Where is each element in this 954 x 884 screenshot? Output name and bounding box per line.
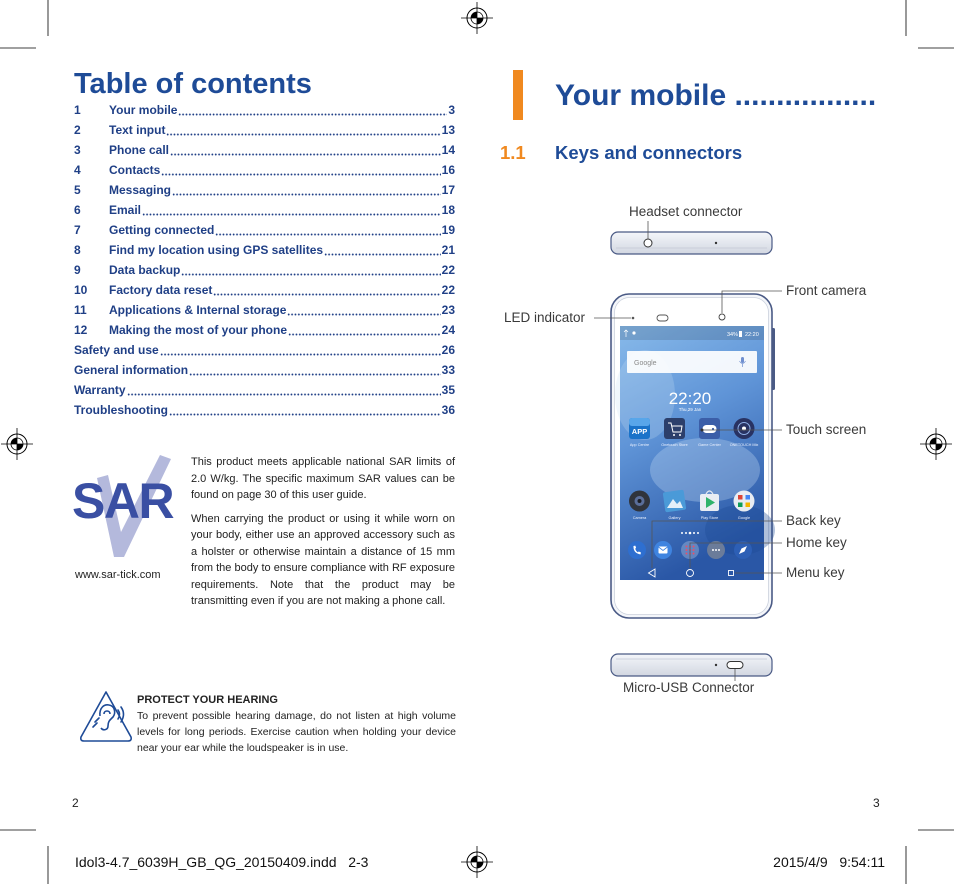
toc-entry-label: Factory data reset bbox=[109, 283, 213, 297]
app-icon-google-folder[interactable] bbox=[734, 491, 755, 512]
app-label: Play Store bbox=[700, 516, 719, 520]
mic-head bbox=[741, 357, 744, 363]
app-label: Camera bbox=[632, 516, 647, 520]
sar-paragraph: This product meets applicable national SAR limits of 2.0 W/kg. The specific maximum SAR values can be found on page 30 of this user guide. bbox=[191, 456, 455, 501]
toc-entry-number: 2 bbox=[74, 123, 81, 137]
phone-app-icon bbox=[628, 541, 646, 559]
gamepad-icon bbox=[703, 425, 717, 433]
toc-entry-number: 10 bbox=[74, 283, 88, 297]
grid-dot bbox=[693, 546, 695, 548]
app-centre-icon-top bbox=[629, 418, 650, 426]
toc-entry-label: Phone call bbox=[109, 143, 170, 157]
toc-entry[interactable] bbox=[74, 220, 455, 240]
dock-chat[interactable] bbox=[707, 541, 725, 559]
toc-entry-page: 21 bbox=[441, 243, 455, 257]
bottom-mic-hole bbox=[715, 664, 717, 666]
page-number-right: 3 bbox=[873, 796, 880, 810]
app-icon-app-centre[interactable] bbox=[629, 418, 650, 439]
callout-menu-key: Menu key bbox=[786, 565, 845, 580]
dock-messages[interactable] bbox=[654, 541, 672, 559]
chapter-title: Your mobile ................. bbox=[555, 79, 877, 112]
toc-entry-page: 22 bbox=[441, 263, 455, 277]
page-dot bbox=[693, 532, 695, 534]
toc-entry-page: 23 bbox=[441, 303, 455, 317]
toc-entry[interactable] bbox=[74, 180, 455, 200]
toc-entry-number: 9 bbox=[74, 263, 81, 277]
toc-entry-page: 24 bbox=[441, 323, 455, 337]
toc-entry-label: Find my location using GPS satellites bbox=[109, 243, 324, 257]
registration-mark-top bbox=[461, 2, 493, 34]
toc-dot-leader bbox=[142, 200, 441, 220]
toc-entry-number: 1 bbox=[74, 103, 81, 117]
toc-entry-label: Text input bbox=[109, 123, 166, 137]
section-title: Keys and connectors bbox=[555, 142, 743, 163]
app-icon-gallery[interactable] bbox=[663, 490, 687, 513]
slug-file-name: Idol3-4.7_6039H_GB_QG_20150409.indd 2-3 bbox=[75, 854, 369, 870]
chat-dot bbox=[715, 549, 717, 551]
callout-home-key: Home key bbox=[786, 535, 847, 550]
toc-entry-number: 3 bbox=[74, 143, 81, 157]
app-label: Gallery bbox=[668, 516, 681, 520]
toc-entry-number: 5 bbox=[74, 183, 81, 197]
section-number: 1.1 bbox=[500, 142, 526, 163]
page-dot bbox=[697, 532, 699, 534]
callout-back-key: Back key bbox=[786, 513, 841, 528]
toc-dot-leader bbox=[127, 380, 441, 400]
ear-warning-icon bbox=[81, 692, 131, 741]
toc-entry-page: 14 bbox=[441, 143, 455, 157]
grid-dot bbox=[693, 553, 695, 555]
toc-entry-page: 17 bbox=[441, 183, 455, 197]
hearing-text: To prevent possible hearing damage, do not listen at high volume levels for long periods. Exercise caution when holding your device near your ear while the loudspeaker is in use. bbox=[137, 710, 456, 754]
sar-notice bbox=[191, 454, 455, 617]
hearing-heading: PROTECT YOUR HEARING bbox=[137, 694, 278, 706]
toc-dot-leader bbox=[161, 160, 440, 180]
toc-dot-leader bbox=[160, 340, 441, 360]
phone-bottom-body bbox=[611, 654, 772, 676]
toc-entry[interactable] bbox=[74, 160, 455, 180]
toc-entry-page: 22 bbox=[441, 283, 455, 297]
toc-entry[interactable] bbox=[74, 360, 455, 380]
toc-entry-page: 3 bbox=[448, 103, 455, 117]
page-title: Table of contents bbox=[74, 68, 312, 100]
toc-dot-leader bbox=[172, 180, 441, 200]
sar-logo-text: SAR bbox=[72, 473, 174, 529]
toc-entry-label: Data backup bbox=[109, 263, 181, 277]
toc-dot-leader bbox=[169, 400, 441, 420]
toc-dot-leader bbox=[189, 360, 441, 380]
headset-jack bbox=[644, 239, 652, 247]
toc-entry-number: 7 bbox=[74, 223, 81, 237]
app-label: Google bbox=[737, 516, 751, 520]
toc-entry-label: Messaging bbox=[109, 183, 172, 197]
table-of-contents bbox=[74, 100, 455, 420]
toc-entry[interactable] bbox=[74, 400, 455, 420]
registration-mark-bottom bbox=[461, 846, 493, 878]
toc-entry-number: 8 bbox=[74, 243, 81, 257]
toc-entry-label: Your mobile bbox=[109, 103, 178, 117]
toc-entry-page: 18 bbox=[441, 203, 455, 217]
toc-entry-label: Troubleshooting bbox=[74, 403, 168, 417]
toc-entry-label: Warranty bbox=[74, 383, 126, 397]
toc-entry-page: 35 bbox=[441, 383, 455, 397]
toc-entry-label: General information bbox=[74, 363, 189, 377]
battery-icon bbox=[739, 331, 742, 337]
callout-touch-screen: Touch screen bbox=[786, 422, 867, 437]
app-label: App Centre bbox=[629, 443, 650, 447]
page-dot bbox=[689, 532, 692, 535]
callout-headset-connector: Headset connector bbox=[629, 204, 743, 219]
toc-entry[interactable] bbox=[74, 280, 455, 300]
location-status-icon bbox=[632, 331, 635, 334]
dock-browser[interactable] bbox=[734, 541, 752, 559]
registration-mark-right bbox=[920, 428, 952, 460]
toc-entry-label: Safety and use bbox=[74, 343, 159, 357]
toc-entry-label: Applications & Internal storage bbox=[109, 303, 287, 317]
micro-usb-port bbox=[727, 662, 743, 669]
status-time: 22:20 bbox=[745, 332, 759, 338]
toc-entry-page: 26 bbox=[441, 343, 455, 357]
app-icon-camera[interactable] bbox=[629, 491, 650, 512]
toc-entry-number: 11 bbox=[74, 303, 87, 317]
toc-dot-leader bbox=[324, 240, 441, 260]
toc-dot-leader bbox=[181, 260, 440, 280]
toc-dot-leader bbox=[288, 320, 441, 340]
cart-wheel bbox=[679, 434, 681, 436]
sar-logo bbox=[72, 455, 174, 557]
toc-entry-page: 33 bbox=[441, 363, 455, 377]
page-dot bbox=[685, 532, 687, 534]
toc-entry[interactable] bbox=[74, 100, 455, 120]
callout-micro-usb: Micro-USB Connector bbox=[623, 680, 755, 695]
phone-bottom-edge bbox=[611, 654, 772, 676]
toc-entry-page: 19 bbox=[441, 223, 455, 237]
registration-mark-left bbox=[1, 428, 33, 460]
grid-dot bbox=[686, 553, 688, 555]
cart-wheel bbox=[673, 434, 675, 436]
toc-entry[interactable] bbox=[74, 240, 455, 260]
led-light bbox=[632, 317, 635, 320]
folder-mini-icon bbox=[738, 503, 743, 508]
toc-dot-leader bbox=[166, 120, 440, 140]
sar-url-link[interactable]: www.sar-tick.com bbox=[75, 569, 161, 581]
app-icon-store[interactable] bbox=[664, 418, 685, 439]
app-icon-mix[interactable] bbox=[734, 418, 755, 439]
app-label: ONETOUCH Mix bbox=[729, 443, 759, 447]
toc-dot-leader bbox=[287, 300, 440, 320]
toc-entry-label: Getting connected bbox=[109, 223, 215, 237]
ear-shape bbox=[100, 705, 115, 730]
phone-top-body bbox=[611, 232, 772, 254]
toc-entry-page: 36 bbox=[441, 403, 455, 417]
toc-entry-number: 6 bbox=[74, 203, 81, 217]
toc-entry[interactable] bbox=[74, 380, 455, 400]
camera-icon-pupil bbox=[638, 499, 642, 503]
dock-phone[interactable] bbox=[628, 541, 646, 559]
toc-entry[interactable] bbox=[74, 140, 455, 160]
app-badge-text: APP bbox=[631, 427, 648, 436]
top-mic-hole bbox=[715, 242, 717, 244]
grid-dot bbox=[693, 549, 695, 551]
toc-dot-leader bbox=[213, 280, 440, 300]
toc-entry-page: 16 bbox=[441, 163, 455, 177]
sound-wave bbox=[93, 718, 99, 727]
clock-date: Thu,29 Jan bbox=[678, 407, 702, 412]
toc-entry-number: 12 bbox=[74, 323, 88, 337]
phone-top-edge bbox=[611, 232, 772, 254]
chat-dot bbox=[718, 549, 720, 551]
toc-dot-leader bbox=[170, 140, 441, 160]
callout-led-indicator: LED indicator bbox=[504, 310, 586, 325]
page-number-left: 2 bbox=[72, 796, 79, 810]
app-label: Game Center bbox=[698, 443, 721, 447]
toc-dot-leader bbox=[215, 220, 440, 240]
google-folder-icon-bg bbox=[734, 491, 755, 512]
toc-entry[interactable] bbox=[74, 200, 455, 220]
callout-front-camera: Front camera bbox=[786, 283, 867, 298]
folder-mini-icon bbox=[738, 495, 743, 500]
chat-dot bbox=[712, 549, 714, 551]
touch-screen bbox=[615, 326, 775, 580]
chapter-bar bbox=[513, 70, 523, 120]
toc-entry-number: 4 bbox=[74, 163, 81, 177]
touch-screen-marker bbox=[701, 429, 704, 432]
toc-entry[interactable] bbox=[74, 120, 455, 140]
search-bar-brand: Google bbox=[634, 360, 657, 367]
toc-dot-leader bbox=[178, 100, 447, 120]
toc-entry-label: Email bbox=[109, 203, 142, 217]
toc-entry-label: Making the most of your phone bbox=[109, 323, 288, 337]
front-camera-lens bbox=[719, 314, 725, 320]
grid-dot bbox=[686, 549, 688, 551]
slug-timestamp: 2015/4/9 9:54:11 bbox=[773, 854, 885, 870]
toc-entry[interactable] bbox=[74, 300, 455, 320]
grid-dot bbox=[686, 546, 688, 548]
toc-entry-page: 13 bbox=[441, 123, 455, 137]
clock-time: 22:20 bbox=[668, 389, 712, 408]
toc-entry[interactable] bbox=[74, 340, 455, 360]
folder-mini-icon bbox=[746, 503, 751, 508]
app-icon-game-center[interactable] bbox=[699, 418, 720, 439]
page-dot bbox=[681, 532, 683, 534]
status-battery: 34% bbox=[727, 332, 739, 338]
app-label: Onetouch Store bbox=[661, 443, 688, 447]
ear-inner bbox=[104, 711, 110, 714]
toc-entry[interactable] bbox=[74, 320, 455, 340]
toc-entry-label: Contacts bbox=[109, 163, 161, 177]
status-bar bbox=[620, 326, 764, 340]
phone-front bbox=[611, 294, 775, 618]
sar-paragraph: When carrying the product or using it while worn on your body, either use an approved accessory such as a holster or otherwise maintain a distance of 15 mm from the body to ensure compliance with RF exposure requirements. Note that the product may be transmitting even if you are not making a phone call. bbox=[191, 512, 455, 607]
folder-mini-icon bbox=[746, 495, 751, 500]
toc-entry[interactable] bbox=[74, 260, 455, 280]
app-icon-play-store[interactable] bbox=[700, 491, 719, 511]
